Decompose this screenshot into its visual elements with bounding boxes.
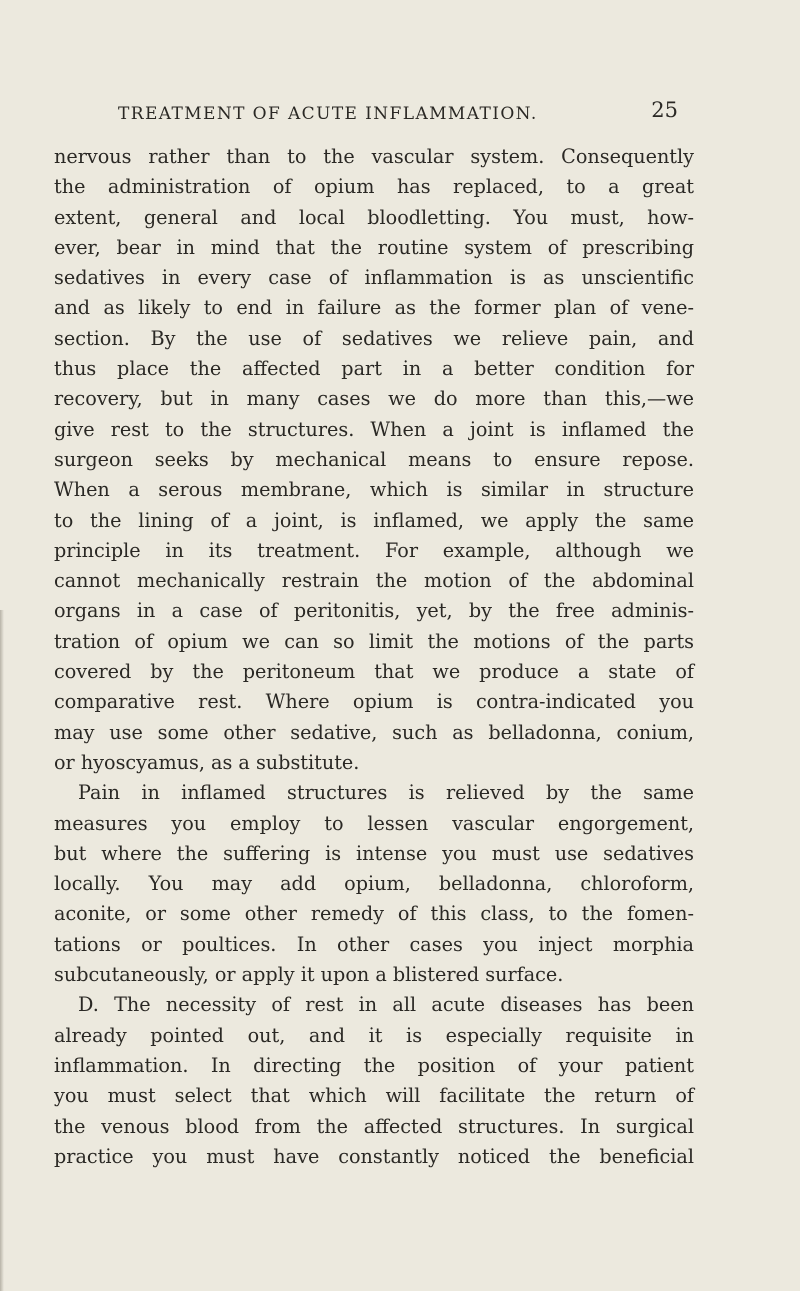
text-line: the administration of opium has replaced, to a great [54, 175, 694, 199]
text-line: comparative rest. Where opium is contra-indicated you [54, 690, 694, 714]
text-line: and as likely to end in failure as the former plan of vene- [54, 296, 694, 320]
running-title: TREATMENT OF ACUTE INFLAMMATION. [118, 104, 538, 124]
text-line: surgeon seeks by mechanical means to ensure repose. [54, 447, 694, 471]
text-line: extent, general and local bloodletting. You must, how- [54, 205, 694, 229]
text-line: locally. You may add opium, belladonna, chloroform, [54, 872, 694, 896]
text-line: to the lining of a joint, is inflamed, we apply the same [54, 508, 694, 532]
text-line: recovery, but in many cases we do more than this,—we [54, 387, 694, 411]
text-line: organs in a case of peritonitis, yet, by the free adminis- [54, 599, 694, 623]
text-line: but where the suffering is intense you must use sedatives [54, 841, 694, 865]
text-line: measures you employ to lessen vascular engorgement, [54, 811, 694, 835]
page-edge-shadow [0, 610, 4, 1291]
text-line: section. By the use of sedatives we relieve pain, and [54, 326, 694, 350]
text-line: the venous blood from the affected structures. In surgical [54, 1114, 694, 1138]
text-line: aconite, or some other remedy of this class, to the fomen- [54, 902, 694, 926]
text-line: When a serous membrane, which is similar in structure [54, 478, 694, 502]
text-line: principle in its treatment. For example, although we [54, 538, 694, 562]
text-line: or hyoscyamus, as a substitute. [54, 750, 360, 774]
text-line: may use some other sedative, such as belladonna, conium, [54, 720, 694, 744]
text-line: nervous rather than to the vascular system. Consequently [54, 145, 694, 168]
text-line: cannot mechanically restrain the motion of the abdominal [54, 569, 694, 593]
text-line: D. The necessity of rest in all acute diseases has been [78, 993, 694, 1017]
text-line: already pointed out, and it is especially requisite in [54, 1023, 694, 1047]
text-line: tations or poultices. In other cases you inject morphia [54, 932, 694, 956]
text-line: covered by the peritoneum that we produce a state of [54, 660, 694, 684]
running-head [118, 98, 678, 128]
text-line: practice you must have constantly noticed the beneficial [54, 1144, 694, 1168]
text-line: sedatives in every case of inflammation is as unscientific [54, 266, 694, 290]
text-line: give rest to the structures. When a joint is inflamed the [54, 417, 694, 441]
text-line: inflammation. In directing the position of your patient [54, 1053, 694, 1077]
text-line: tration of opium we can so limit the motions of the parts [54, 629, 694, 653]
text-line: subcutaneously, or apply it upon a blistered surface. [54, 963, 564, 987]
text-line: thus place the affected part in a better condition for [54, 357, 694, 381]
body-text [54, 142, 694, 1172]
text-line: ever, bear in mind that the routine system of prescribing [54, 235, 694, 259]
page-number: 25 [651, 98, 678, 122]
text-line: Pain in inflamed structures is relieved by the same [78, 781, 694, 805]
text-line: you must select that which will facilitate the return of [54, 1084, 694, 1108]
